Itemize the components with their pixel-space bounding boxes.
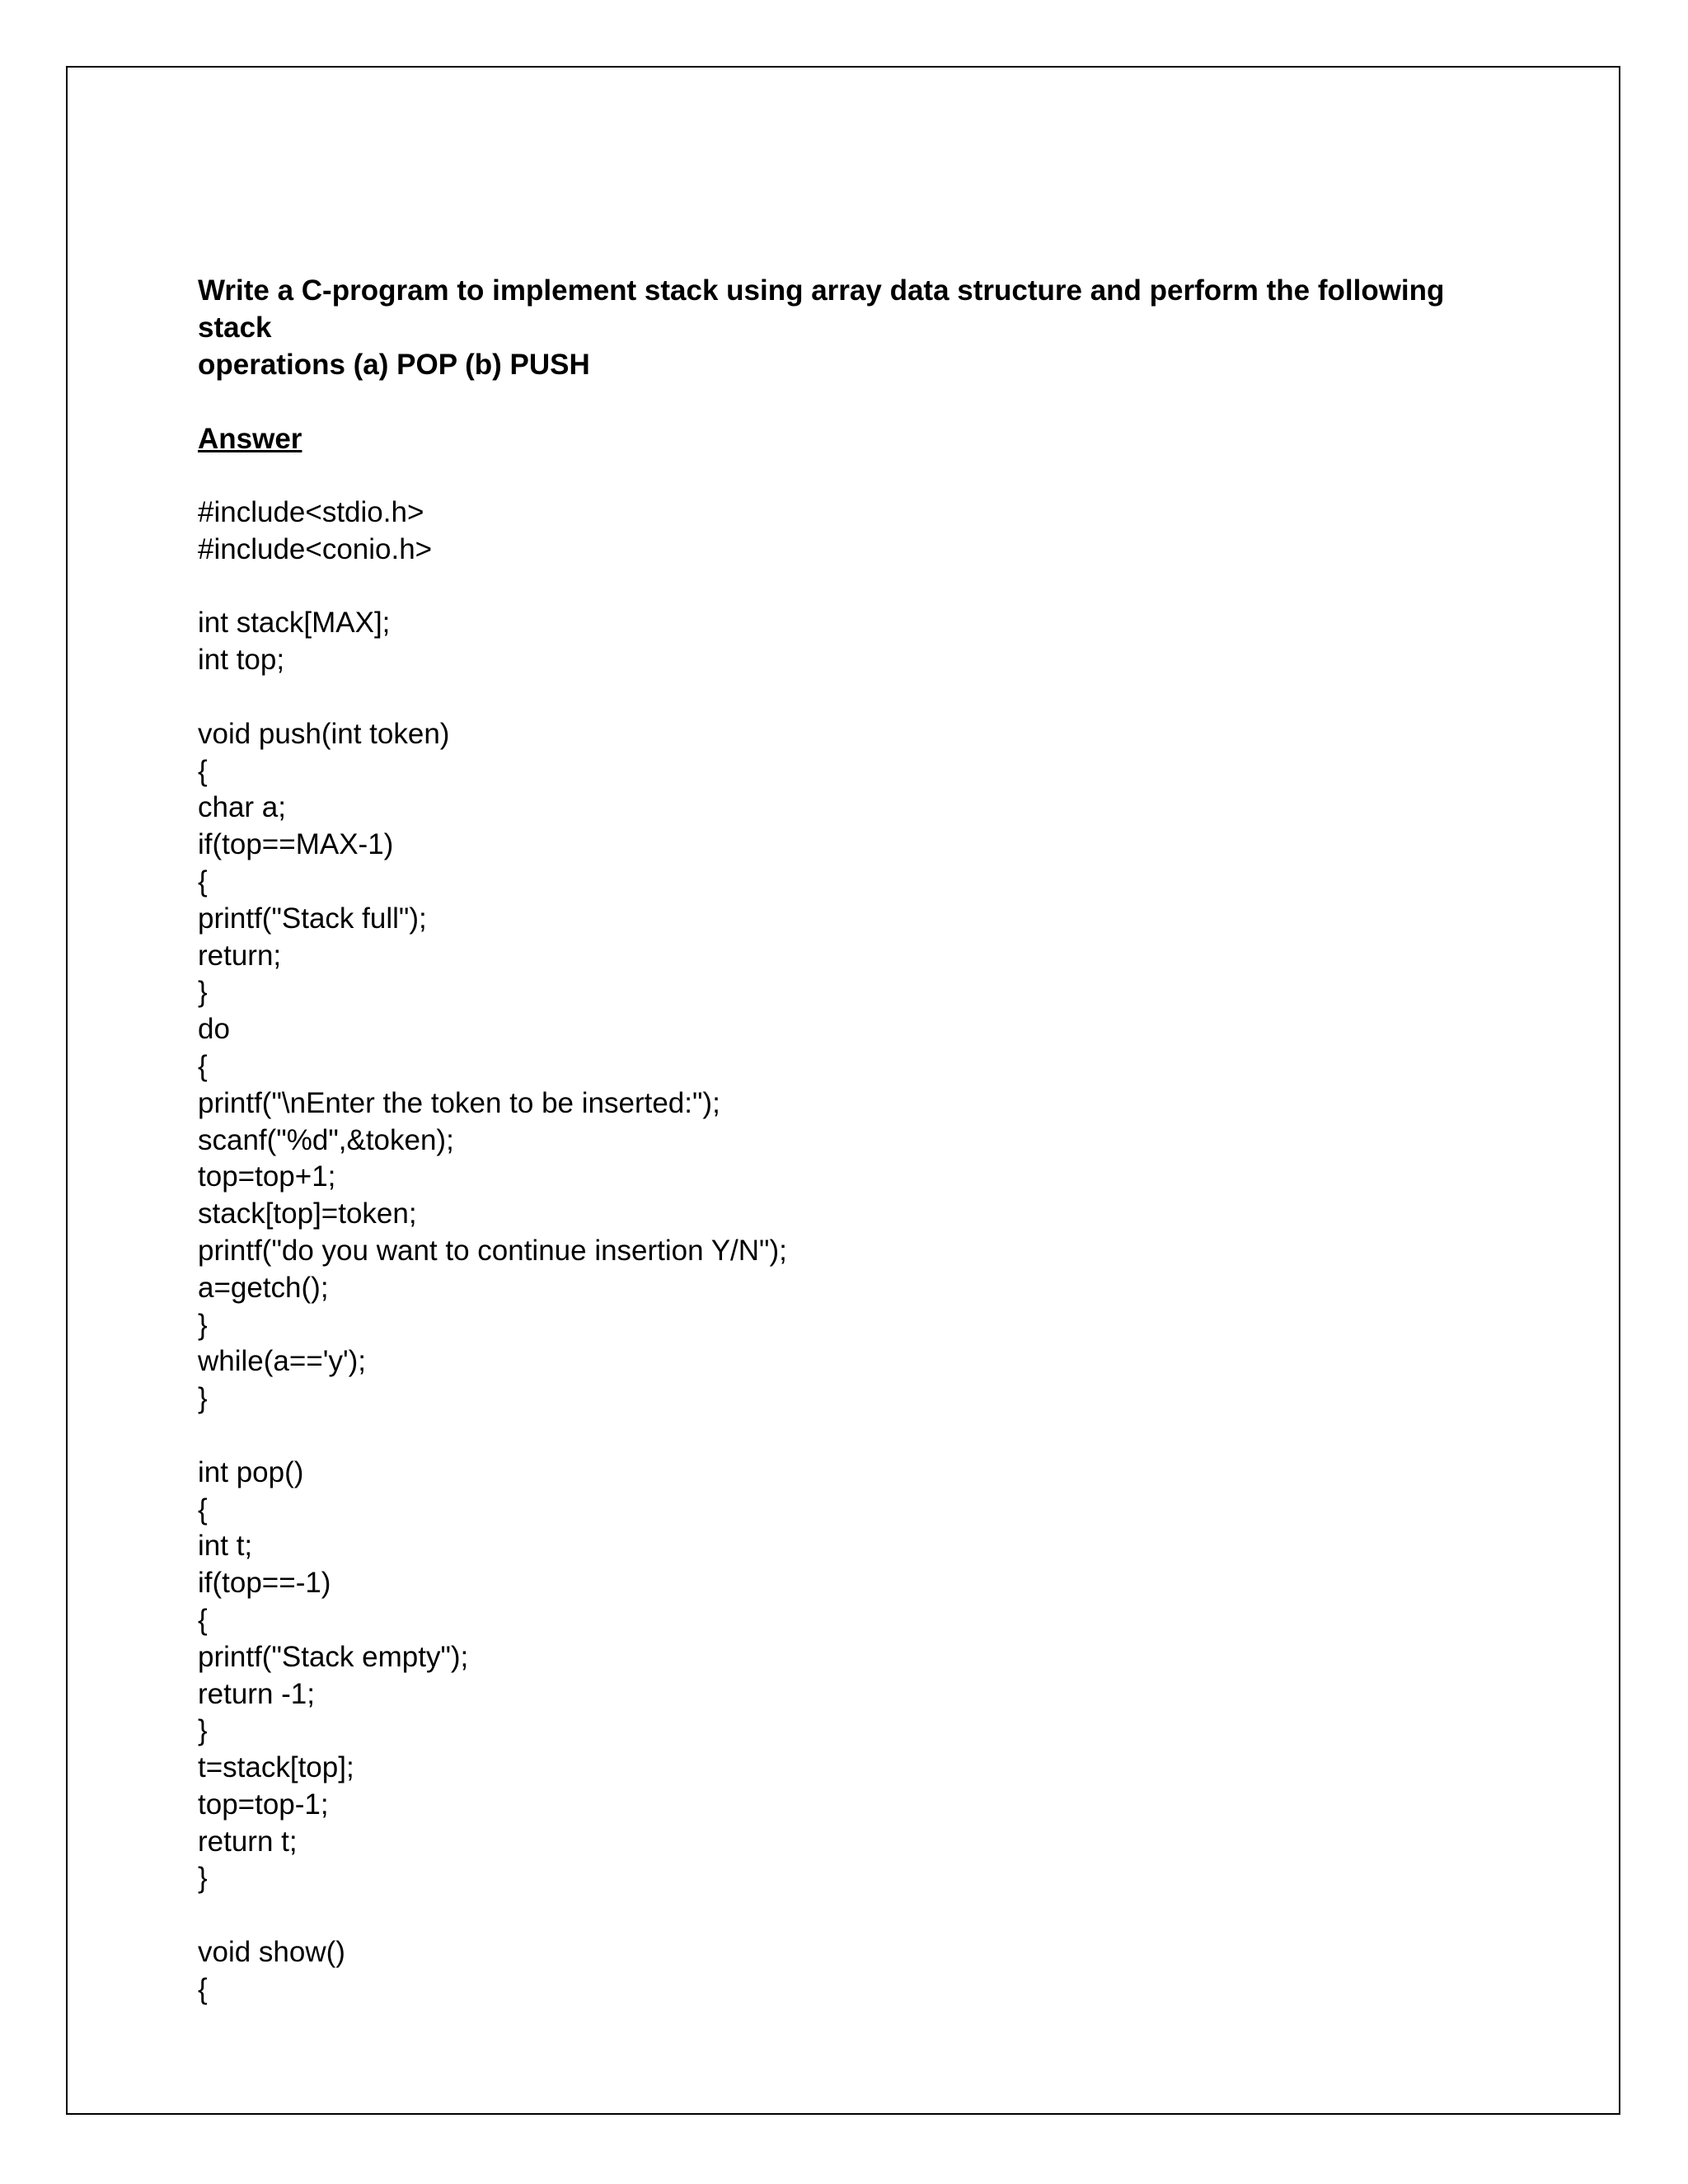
code-line: return -1;	[198, 1677, 315, 1710]
code-line: {	[198, 754, 208, 787]
code-line: char a;	[198, 791, 286, 824]
code-line: int t;	[198, 1530, 253, 1563]
answer-heading: Answer	[198, 423, 302, 455]
question-text	[198, 272, 1517, 383]
code-line: {	[198, 1049, 208, 1082]
code-block	[198, 494, 1517, 2008]
code-line: void show()	[198, 1936, 345, 1969]
question-line-2: operations (a) POP (b) PUSH	[198, 349, 590, 381]
code-line: printf("Stack full");	[198, 902, 427, 935]
code-line: printf("\nEnter the token to be inserted:");	[198, 1086, 720, 1119]
code-line: stack[top]=token;	[198, 1197, 417, 1230]
code-line: while(a=='y');	[198, 1345, 367, 1378]
code-line: t=stack[top];	[198, 1751, 354, 1784]
code-line: {	[198, 1493, 208, 1526]
code-line: do	[198, 1013, 230, 1046]
code-line: }	[198, 1308, 208, 1341]
code-line: printf("Stack empty");	[198, 1640, 469, 1673]
code-line: int pop()	[198, 1455, 304, 1488]
code-line: top=top+1;	[198, 1160, 336, 1193]
code-line: scanf("%d",&token);	[198, 1123, 454, 1156]
code-line: return;	[198, 939, 282, 972]
code-line	[198, 679, 1517, 716]
code-line: }	[198, 1382, 208, 1415]
code-line: {	[198, 865, 208, 898]
code-line: #include<stdio.h>	[198, 496, 424, 528]
code-line	[198, 1897, 1517, 1934]
code-line	[198, 1418, 1517, 1455]
code-line: }	[198, 976, 208, 1009]
code-line	[198, 569, 1517, 606]
code-line: int stack[MAX];	[198, 607, 391, 640]
code-line: {	[198, 1603, 208, 1636]
code-line: {	[198, 1972, 208, 2005]
code-line: void push(int token)	[198, 717, 450, 750]
code-line: if(top==-1)	[198, 1567, 331, 1600]
document-content	[198, 272, 1517, 2008]
code-line: top=top-1;	[198, 1788, 329, 1821]
code-line: printf("do you want to continue insertion Y/N");	[198, 1234, 787, 1267]
code-line: if(top==MAX-1)	[198, 828, 394, 861]
code-line: }	[198, 1714, 208, 1747]
code-line: int top;	[198, 644, 285, 677]
code-line: #include<conio.h>	[198, 532, 433, 565]
code-line: return t;	[198, 1825, 298, 1858]
code-line: a=getch();	[198, 1271, 329, 1304]
question-line-1: Write a C-program to implement stack using array data structure and perform the following stack	[198, 274, 1445, 344]
code-line: }	[198, 1862, 208, 1895]
